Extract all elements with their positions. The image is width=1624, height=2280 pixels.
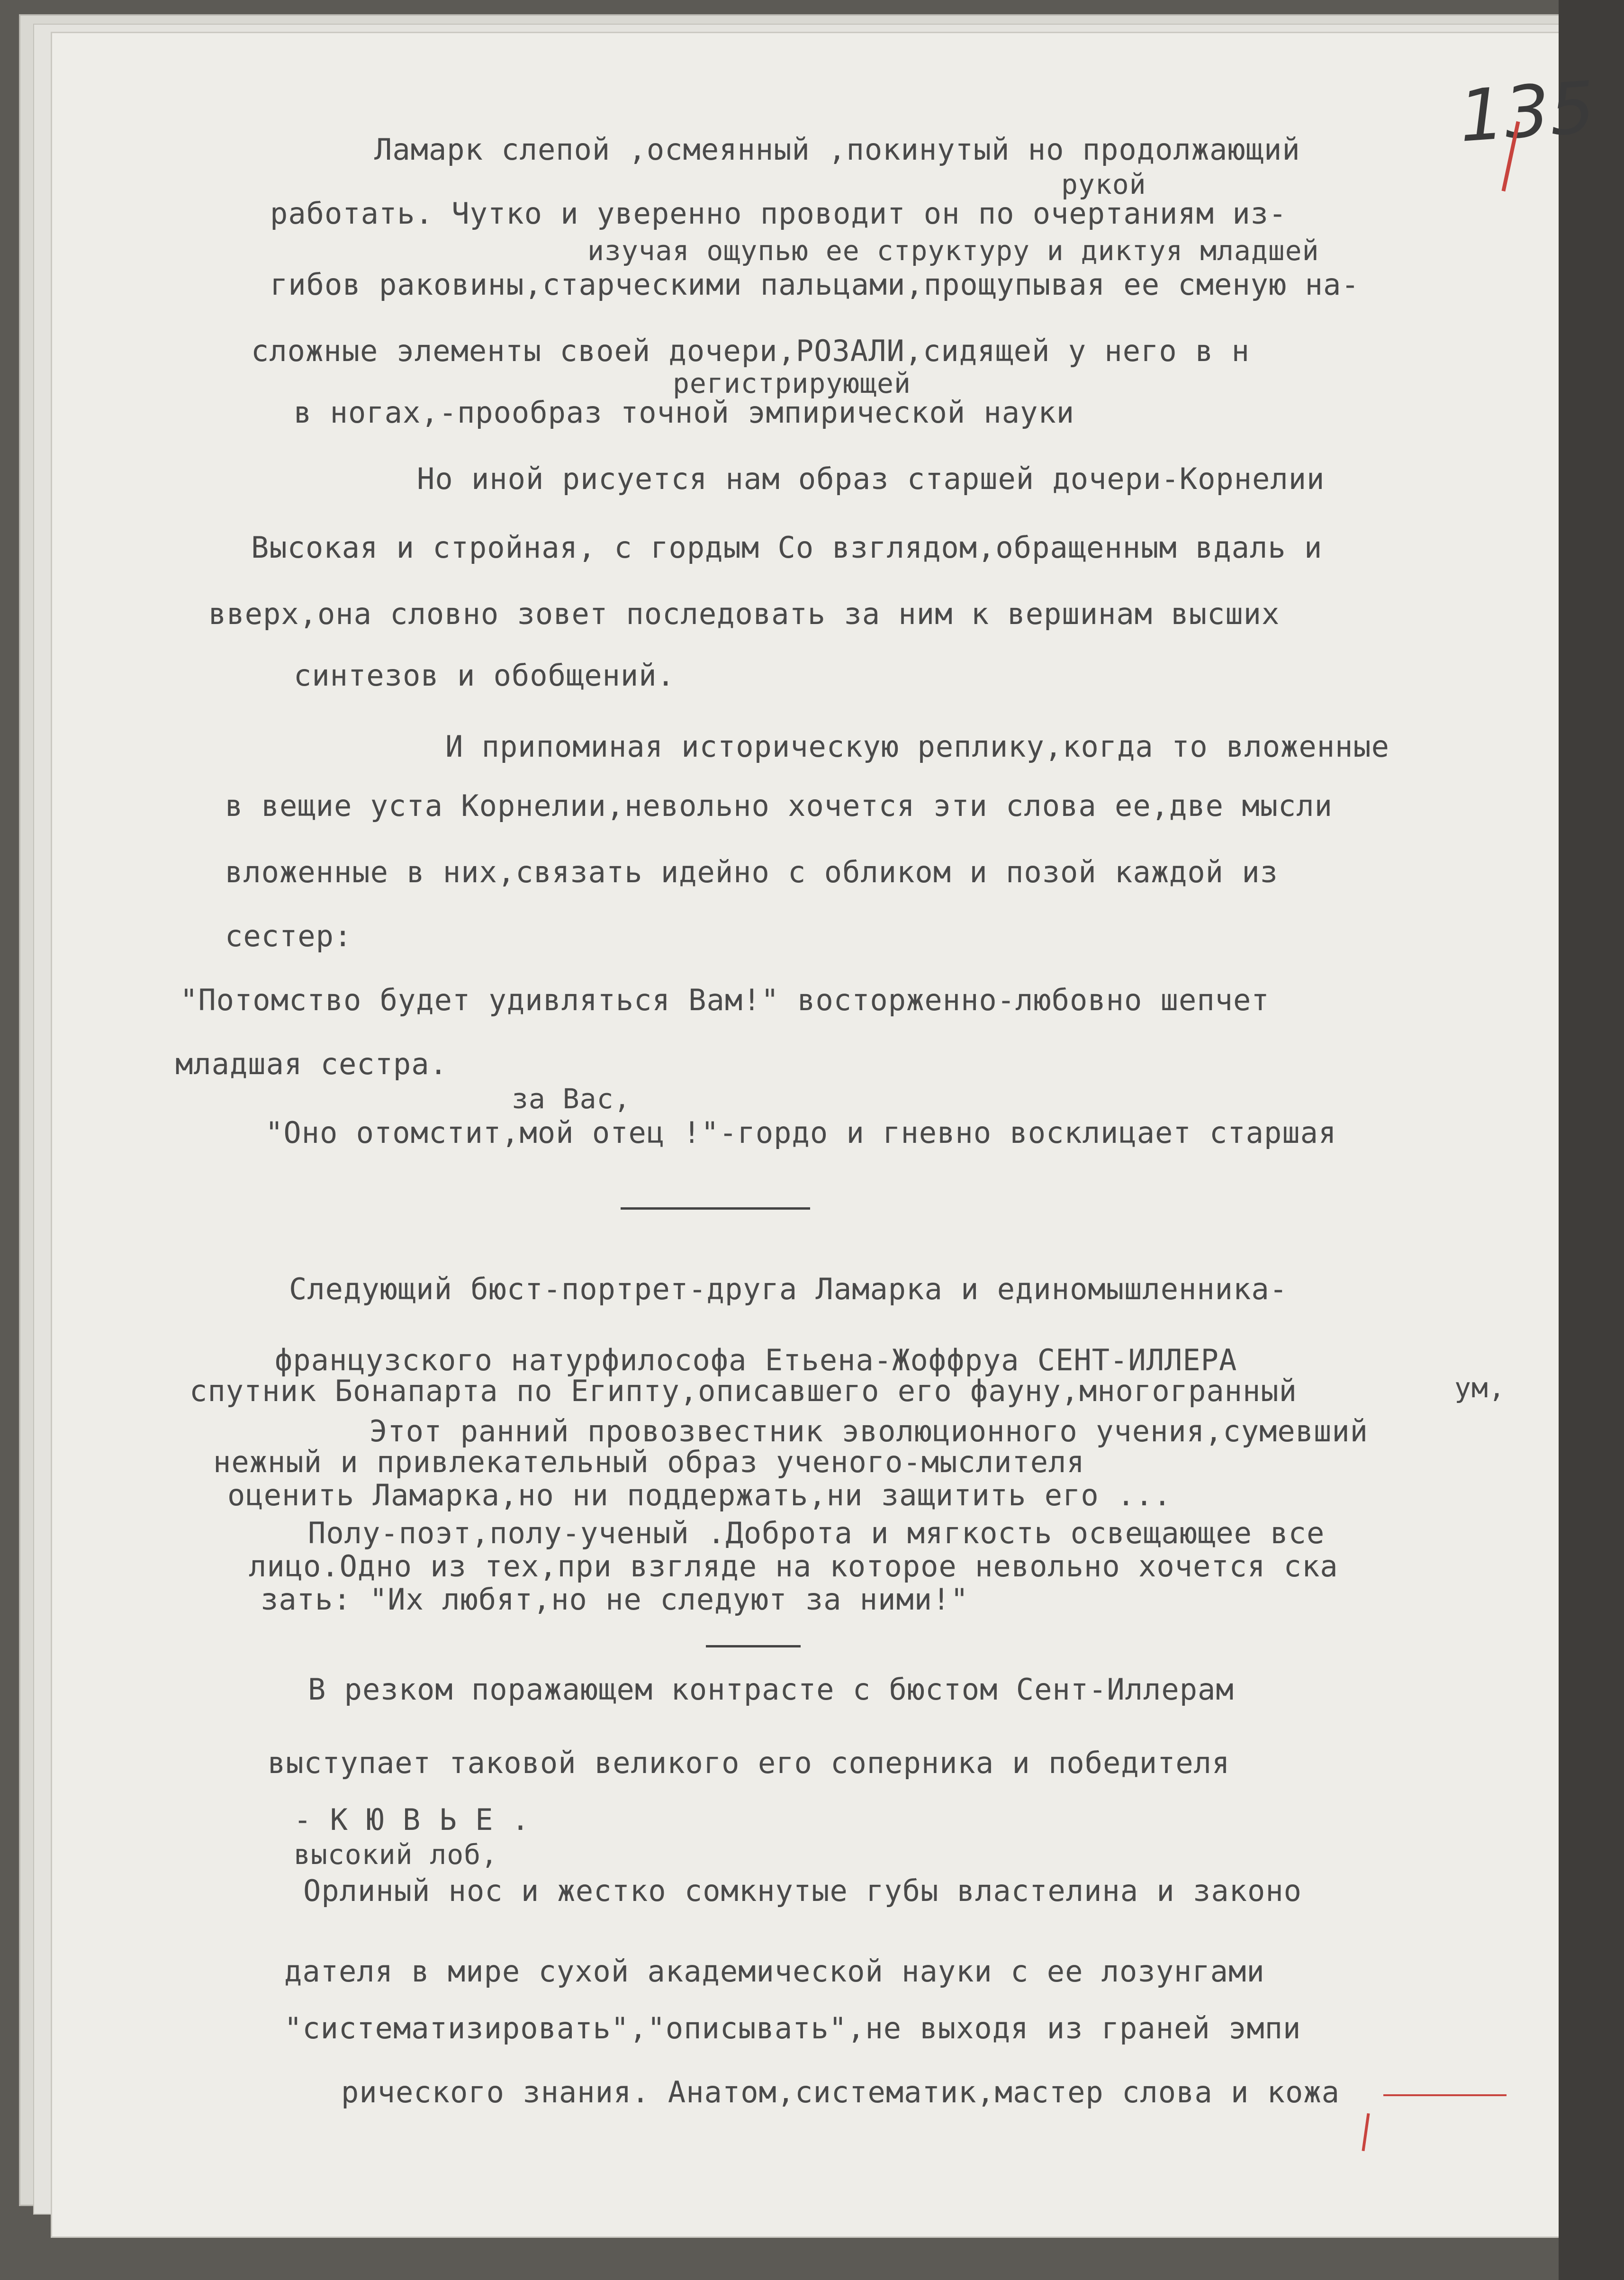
text-line: Полу-поэт,полу-ученый .Доброта и мягкость освещающее все [308, 1516, 1325, 1550]
text-line: спутник Бонапарта по Египту,описавшего его фауну,многогранный [189, 1374, 1297, 1408]
separator-line [706, 1645, 801, 1647]
text-line: в ногах,-прообраз точной эмпирической науки [294, 395, 1075, 430]
text-line: "систематизировать","описывать",не выходя из граней эмпи [284, 2011, 1301, 2045]
text-line: Высокая и стройная, с гордым Со взглядом,обращенным вдаль и [251, 530, 1323, 565]
text-line: оценить Ламарка,но ни поддержать,ни защитить его ... [227, 1478, 1172, 1512]
text-line: Ламарк слепой ,осмеянный ,покинутый но продолжающий [374, 132, 1300, 167]
text-line: изучая ощупью ее структуру и диктуя младшей [587, 235, 1319, 267]
text-line: ум, [1454, 1372, 1506, 1404]
text-line: Орлиный нос и жестко сомкнутые губы властелина и законо [303, 1873, 1302, 1908]
text-line: В резком поражающем контрасте с бюстом Сент-Иллерам [308, 1672, 1234, 1707]
text-line: И припоминая историческую реплику,когда то вложенные [445, 729, 1390, 764]
text-line: рукой [1061, 168, 1146, 200]
text-line: младшая сестра. [175, 1047, 448, 1081]
red-strikethrough [1383, 2094, 1507, 2096]
text-line: сложные элементы своей дочери,РОЗАЛИ,сидящей у него в н [251, 334, 1250, 368]
text-line: за Вас, [512, 1083, 631, 1115]
text-line: вложенные в них,связать идейно с обликом и позой каждой из [225, 855, 1278, 889]
text-line: французского натурфилософа Етьена-Жоффруа СЕНТ-ИЛЛЕРА [275, 1343, 1237, 1377]
text-line: сестер: [225, 919, 352, 953]
text-line: в вещие уста Корнелии,невольно хочется эти слова ее,две мысли [225, 788, 1333, 823]
text-line: нежный и привлекательный образ ученого-мыслителя [213, 1445, 1085, 1479]
scan-edge [1559, 0, 1624, 2280]
text-line: работать. Чутко и уверенно проводит он по очертаниям из- [270, 196, 1287, 231]
page-number: 135 [1456, 66, 1598, 158]
text-line: - К Ю В Ь Е . [294, 1802, 530, 1837]
text-line: лицо.Одно из тех,при взгляде на которое невольно хочется ска [249, 1549, 1338, 1583]
text-line: дателя в мире сухой академической науки с ее лозунгами [284, 1954, 1265, 1989]
separator-line [621, 1207, 810, 1210]
text-line: регистрирующей [673, 367, 911, 399]
text-line: гибов раковины,старческими пальцами,прощупывая ее сменую на- [270, 267, 1360, 302]
text-line: вверх,она словно зовет последовать за ним к вершинам высших [208, 597, 1280, 631]
text-line: Следующий бюст-портрет-друга Ламарка и единомышленника- [289, 1272, 1288, 1306]
text-line: выступает таковой великого его соперника и победителя [268, 1746, 1230, 1780]
text-line: зать: "Их любят,но не следуют за ними!" [261, 1582, 969, 1617]
text-line: высокий лоб, [294, 1838, 498, 1871]
text-line: рического знания. Анатом,систематик,мастер слова и кожа [341, 2075, 1340, 2109]
text-line: Но иной рисуется нам образ старшей дочери-Корнелии [417, 461, 1325, 496]
text-line: Этот ранний провозвестник эволюционного учения,сумевший [370, 1414, 1368, 1448]
text-line: синтезов и обобщений. [294, 658, 675, 693]
text-line: "Оно отомстит,мой отец !"-гордо и гневно восклицает старшая [265, 1115, 1337, 1150]
text-line: "Потомство будет удивляться Вам!" восторженно-любовно шепчет [180, 983, 1270, 1017]
